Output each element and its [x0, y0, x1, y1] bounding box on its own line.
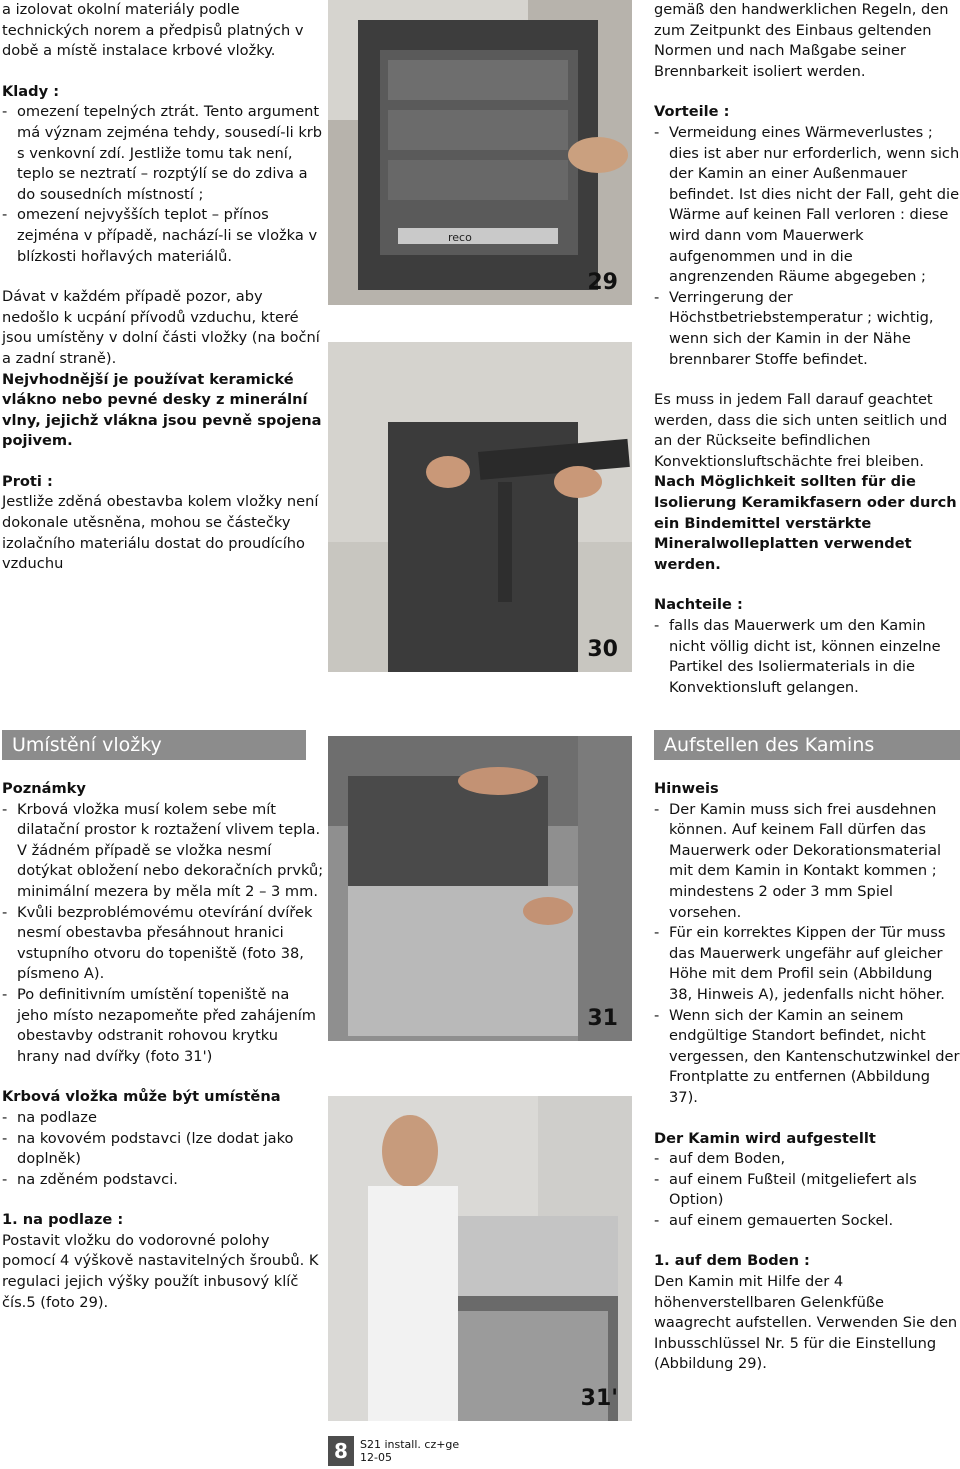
- list-item: - auf einem gemauerten Sockel.: [654, 1211, 960, 1232]
- list-item: - Verringerung der Höchstbetriebstemperatur ; wichtig, wenn sich der Kamin in der Nähe brennbarer Stoffe befindet.: [654, 288, 960, 370]
- list-item: - Vermeidung eines Wärmeverlustes ; dies ist aber nur erforderlich, wenn sich der Kamin an einer Außenmauer befindet. Ist dies nicht der Fall, geht die Wärme auf keinen Fall verloren : diese wird dann vom Mauerwerk aufgenommen und in die angrenzenden Räume abgegeben ;: [654, 123, 960, 288]
- list-item: - falls das Mauerwerk um den Kamin nicht völlig dicht ist, können einzelne Partikel des Isoliermaterials in die Konvektionsluft gelangen.: [654, 616, 960, 698]
- reco-logo: reco: [448, 231, 472, 244]
- cz-poznamky-list: [2, 800, 324, 1068]
- cz-bottom-column: [2, 779, 324, 1313]
- list-item: - omezení nejvyšších teplot – přínos zejména v případě, nachází-li se vložka v blízkosti hořlavých materiálů.: [2, 205, 324, 267]
- de-hinweis-list: [654, 800, 960, 1109]
- cz-note-bold: Nejvhodnější je používat keramické vlákno nebo pevné desky z minerální vlny, jejichž vlákna jsou pevně spojena pojivem.: [2, 370, 322, 450]
- list-item: - Der Kamin muss sich frei ausdehnen können. Auf keinem Fall dürfen das Mauerwerk oder Dekorationsmaterial mit dem Kamin in Kontakt kommen ; mindestens 2 oder 3 mm Spiel vorsehen.: [654, 800, 960, 924]
- person-with-frame-illustration: [328, 342, 632, 672]
- cz-section-title: Umístění vložky: [2, 730, 306, 760]
- de-section-title: Aufstellen des Kamins: [654, 730, 960, 760]
- de-nachteile-list: [654, 616, 960, 698]
- cz-podlaze-heading: 1. na podlaze :: [2, 1211, 124, 1229]
- list-item: - Krbová vložka musí kolem sebe mít dilatační prostor k roztažení vlivem tepla. V žádném případě se vložka nesmí dotýkat obložení nebo dekoračních prvků; minimální mezera by měla mít 2 – 3 mm.: [2, 800, 324, 903]
- photo-30: [328, 342, 632, 672]
- photo-number: 31': [580, 1386, 618, 1411]
- list-item: - auf dem Boden,: [654, 1149, 960, 1170]
- cz-podlaze-text: Postavit vložku do vodorovné polohy pomocí 4 výškově nastavitelných šroubů. K regulaci jejich výšky použít inbusový klíč čís.5 (foto 29).: [2, 1231, 319, 1311]
- de-vorteile-list: [654, 123, 960, 370]
- cz-top-column: [2, 0, 324, 575]
- list-item: - na podlaze: [2, 1108, 324, 1129]
- cz-proti-text: Jestliže zděná obestavba kolem vložky není dokonale utěsněna, mohou se částečky izolačního materiálu dostat do proudícího vzduchu: [2, 493, 319, 573]
- de-intro: gemäß den handwerklichen Regeln, den zum Zeitpunkt des Einbaus geltenden Normen und nach Maßgabe seiner Brennbarkeit isoliert werden.: [654, 1, 949, 80]
- cz-intro: a izolovat okolní materiály podle technických norem a předpisů platných v době a místě instalace krbové vložky.: [2, 1, 304, 60]
- photo-number: 30: [587, 637, 618, 662]
- de-nachteile-heading: Nachteile :: [654, 596, 743, 614]
- de-top-column: [654, 0, 960, 698]
- cz-umisteni-list: [2, 1108, 324, 1190]
- de-boden-text: Den Kamin mit Hilfe der 4 höhenverstellbaren Gelenkfüße waagrecht aufstellen. Verwenden Sie den Inbusschlüssel Nr. 5 für die Einstellung (Abbildung 29).: [654, 1273, 958, 1373]
- list-item: - na kovovém podstavci (lze dodat jako doplněk): [2, 1129, 324, 1170]
- photo-number: 31: [587, 1006, 618, 1031]
- list-item: - auf einem Fußteil (mitgeliefert als Option): [654, 1170, 960, 1211]
- de-boden-heading: 1. auf dem Boden :: [654, 1252, 810, 1270]
- cz-poznamky-heading: Poznámky: [2, 780, 86, 797]
- photo-29: [328, 0, 632, 305]
- footer-reference: [360, 1438, 459, 1464]
- list-item: - na zděném podstavci.: [2, 1170, 324, 1191]
- fireplace-frame-illustration: [328, 0, 632, 305]
- de-aufgestellt-list: [654, 1149, 960, 1231]
- cz-umisteni-heading: Krbová vložka může být umístěna: [2, 1088, 281, 1106]
- footer-line-2: 12-05: [360, 1451, 392, 1464]
- list-item: - Für ein korrektes Kippen der Tür muss das Mauerwerk ungefähr auf gleicher Höhe mit dem Profil sein (Abbildung 38, Hinweis A), jedenfalls nicht höher.: [654, 923, 960, 1005]
- cz-proti-heading: Proti :: [2, 472, 53, 490]
- cz-note: Dávat v každém případě pozor, aby nedošlo k ucpání přívodů vzduchu, které jsou umístěny v dolní části vložky (na boční a zadní straně).: [2, 288, 320, 367]
- de-vorteile-heading: Vorteile :: [654, 103, 730, 121]
- cz-klady-list: [2, 102, 324, 267]
- de-note-bold: Nach Möglichkeit sollten für die Isolierung Keramikfasern oder durch ein Bindemittel verstärkte Mineralwolleplatten verwendet werden.: [654, 473, 957, 573]
- de-note: Es muss in jedem Fall darauf geachtet werden, dass die sich unten seitlich und an der Rückseite befindlichen Konvektionsluftschächte frei bleiben.: [654, 391, 948, 470]
- photo-number: 29: [587, 270, 618, 295]
- person-with-fireplace-illustration: [328, 1096, 632, 1421]
- list-item: - Kvůli bezproblémovému otevírání dvířek nesmí obestavba přesáhnout hranici vstupního otvoru do topeniště (foto 38, písmeno A).: [2, 903, 324, 985]
- page-number: 8: [328, 1436, 354, 1466]
- cz-klady-heading: Klady :: [2, 82, 60, 100]
- photo-31-prime: [328, 1096, 632, 1421]
- fireplace-leveling-illustration: [328, 736, 632, 1041]
- photo-31: [328, 736, 632, 1041]
- list-item: - Po definitivním umístění topeniště na jeho místo nezapomeňte před zahájením obestavby odstranit rohovou krytku hrany nad dvířky (foto 31'): [2, 985, 324, 1067]
- list-item: - omezení tepelných ztrát. Tento argument má význam zejména tehdy, sousedí-li krb s venkovní zdí. Jestliže tomu tak není, teplo se neztratí – rozptýlí se do zdiva a do sousedních místností ;: [2, 102, 324, 205]
- de-aufgestellt-heading: Der Kamin wird aufgestellt: [654, 1129, 876, 1147]
- de-bottom-column: [654, 779, 960, 1375]
- de-hinweis-heading: Hinweis: [654, 780, 719, 797]
- footer-line-1: S21 install. cz+ge: [360, 1438, 460, 1451]
- list-item: - Wenn sich der Kamin an seinem endgültige Standort befindet, nicht vergessen, den Kantenschutzwinkel der Frontplatte zu entfernen (Abbildung 37).: [654, 1006, 960, 1109]
